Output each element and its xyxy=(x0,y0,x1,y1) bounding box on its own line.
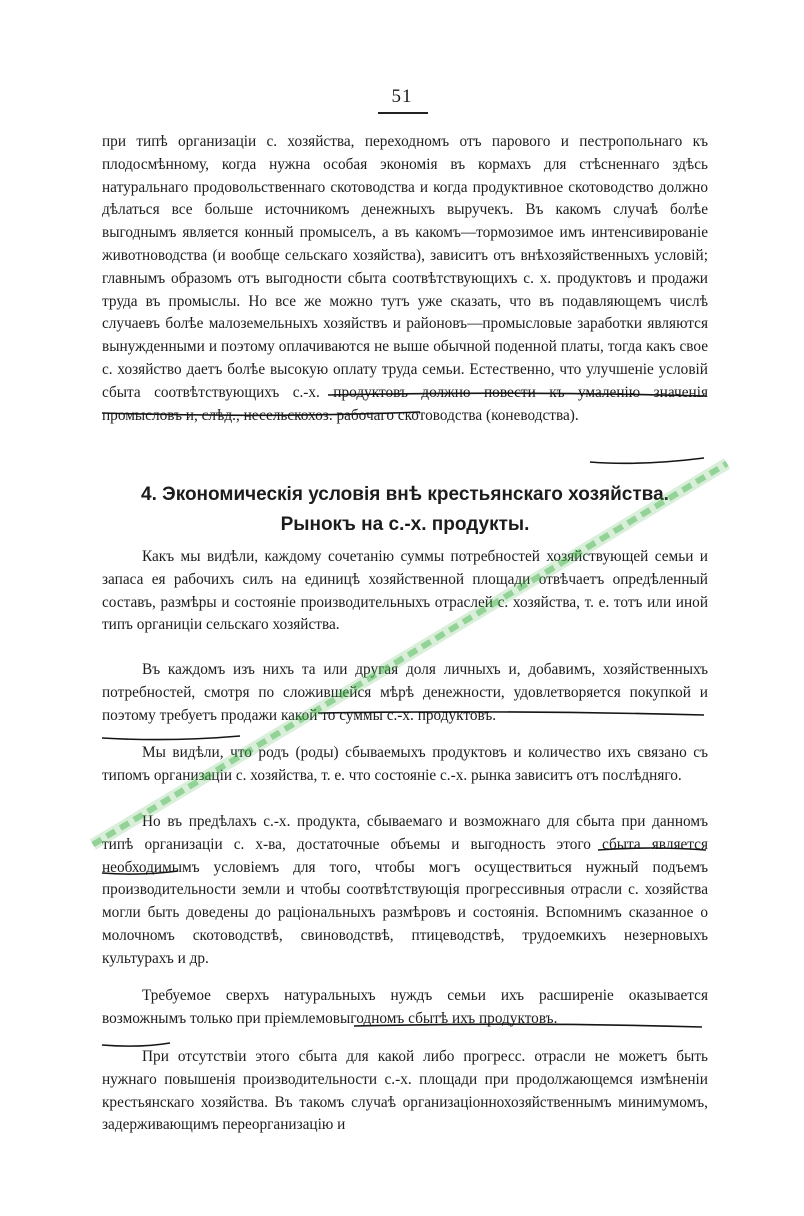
top-paragraph: при типѣ организацiи с. хозяйства, переходномъ отъ парового и пестропольнаго къ плодосмѣнному, когда нужна особая экономiя въ кормахъ для стѣсненнаго здѣсь натуральнаго продовольственнаго скотоводства и когда продуктивное скотоводство должно дѣлаться все больше источникомъ денежныхъ выручекъ. Въ какомъ случаѣ болѣе выгоднымъ является конный промыселъ, а въ какомъ—тормозимое имъ интенсивированiе животноводства (и вообще сельскаго хозяйства), зависитъ отъ внѣхозяйственныхъ условiй; главнымъ образомъ отъ выгодности сбыта соотвѣтствующихъ с. х. продуктовъ и продажи труда въ промыслы. Но все же можно тутъ уже сказать, что въ подавляющемъ числѣ случаевъ болѣе малоземельныхъ хозяйствъ и районовъ—промысловые заработки являются вынужденными и поэтому оплачиваются не выше обычной поденной платы, тогда какъ свое с. хозяйство даетъ болѣе высокую оплату труда семьи. Естественно, что улучшенiе условiй сбыта соотвѣтствующихъ с.-х. продуктовъ должно повести къ умаленiю значенiя промысловъ и, слѣд., несельскохоз. рабочаго скотоводства (коневодства). xyxy=(102,133,708,424)
paragraph-3: Мы видѣли, что родъ (роды) сбываемыхъ продуктовъ и количество ихъ связано съ типомъ организацiи с. хозяйства, т. е. что состоянiе с.-х. рынка зависитъ отъ послѣдняго. xyxy=(102,744,708,784)
underline-mark xyxy=(102,736,240,740)
underline-mark xyxy=(590,458,704,463)
page-number-underline xyxy=(378,112,428,114)
paragraph-5: Требуемое сверхъ натуральныхъ нуждъ семьи ихъ расширенiе оказывается возможнымъ только при прiемлемовыгодномъ сбытѣ ихъ продуктовъ. xyxy=(102,987,708,1027)
page-number: 51 xyxy=(391,86,413,107)
paragraph-2: Въ каждомъ изъ нихъ та или другая доля личныхъ и, добавимъ, хозяйственныхъ потребностей, смотря по сложившейся мѣрѣ денежности, удовлетворяется покупкой и поэтому требуетъ продажи какой то суммы с.-х. продуктовъ. xyxy=(102,661,708,724)
section-heading-line-2: Рынокъ на с.-х. продукты. xyxy=(280,514,530,535)
section-heading-line-1: 4. Экономическiя условiя внѣ крестьянскаго хозяйства. xyxy=(141,484,669,505)
paragraph-4: Но въ предѣлахъ с.-х. продукта, сбываемаго и возможнаго для сбыта при данномъ типѣ организацiи с. х-ва, достаточные объемы и выгодность этого сбыта является необходимымъ условiемъ для того, чтобы могъ осуществиться нужный подъемъ производительности земли и чтобы соотвѣтствующiя прогрессивныя отрасли с. хозяйства могли быть доведены до рацiональныхъ размѣровъ и состоянiя. Вспомнимъ сказанное о молочномъ скотоводствѣ, свиноводствѣ, птицеводствѣ, трудоемкихъ незерновыхъ культурахъ и др. xyxy=(102,813,708,967)
paragraph-6: При отсутствiи этого сбыта для какой либо прогресс. отрасли не можетъ быть нужнаго повышенiя производительности с.-х. площади при продолжающемся измѣненiи крестьянскаго хозяйства. Въ такомъ случаѣ организацiоннохозяйственнымъ минимумомъ, задерживающимъ переорганизацiю и xyxy=(102,1048,708,1134)
paragraph-1: Какъ мы видѣли, каждому сочетанiю суммы потребностей хозяйствующей семьи и запаса ея рабочихъ силъ на единицѣ хозяйственной площади отвѣчаетъ опредѣленный составъ, размѣры и состоянiе производительныхъ отраслей с. хозяйства, т. е. тотъ или иной типъ органицiи сельскаго хозяйства. xyxy=(102,548,708,634)
